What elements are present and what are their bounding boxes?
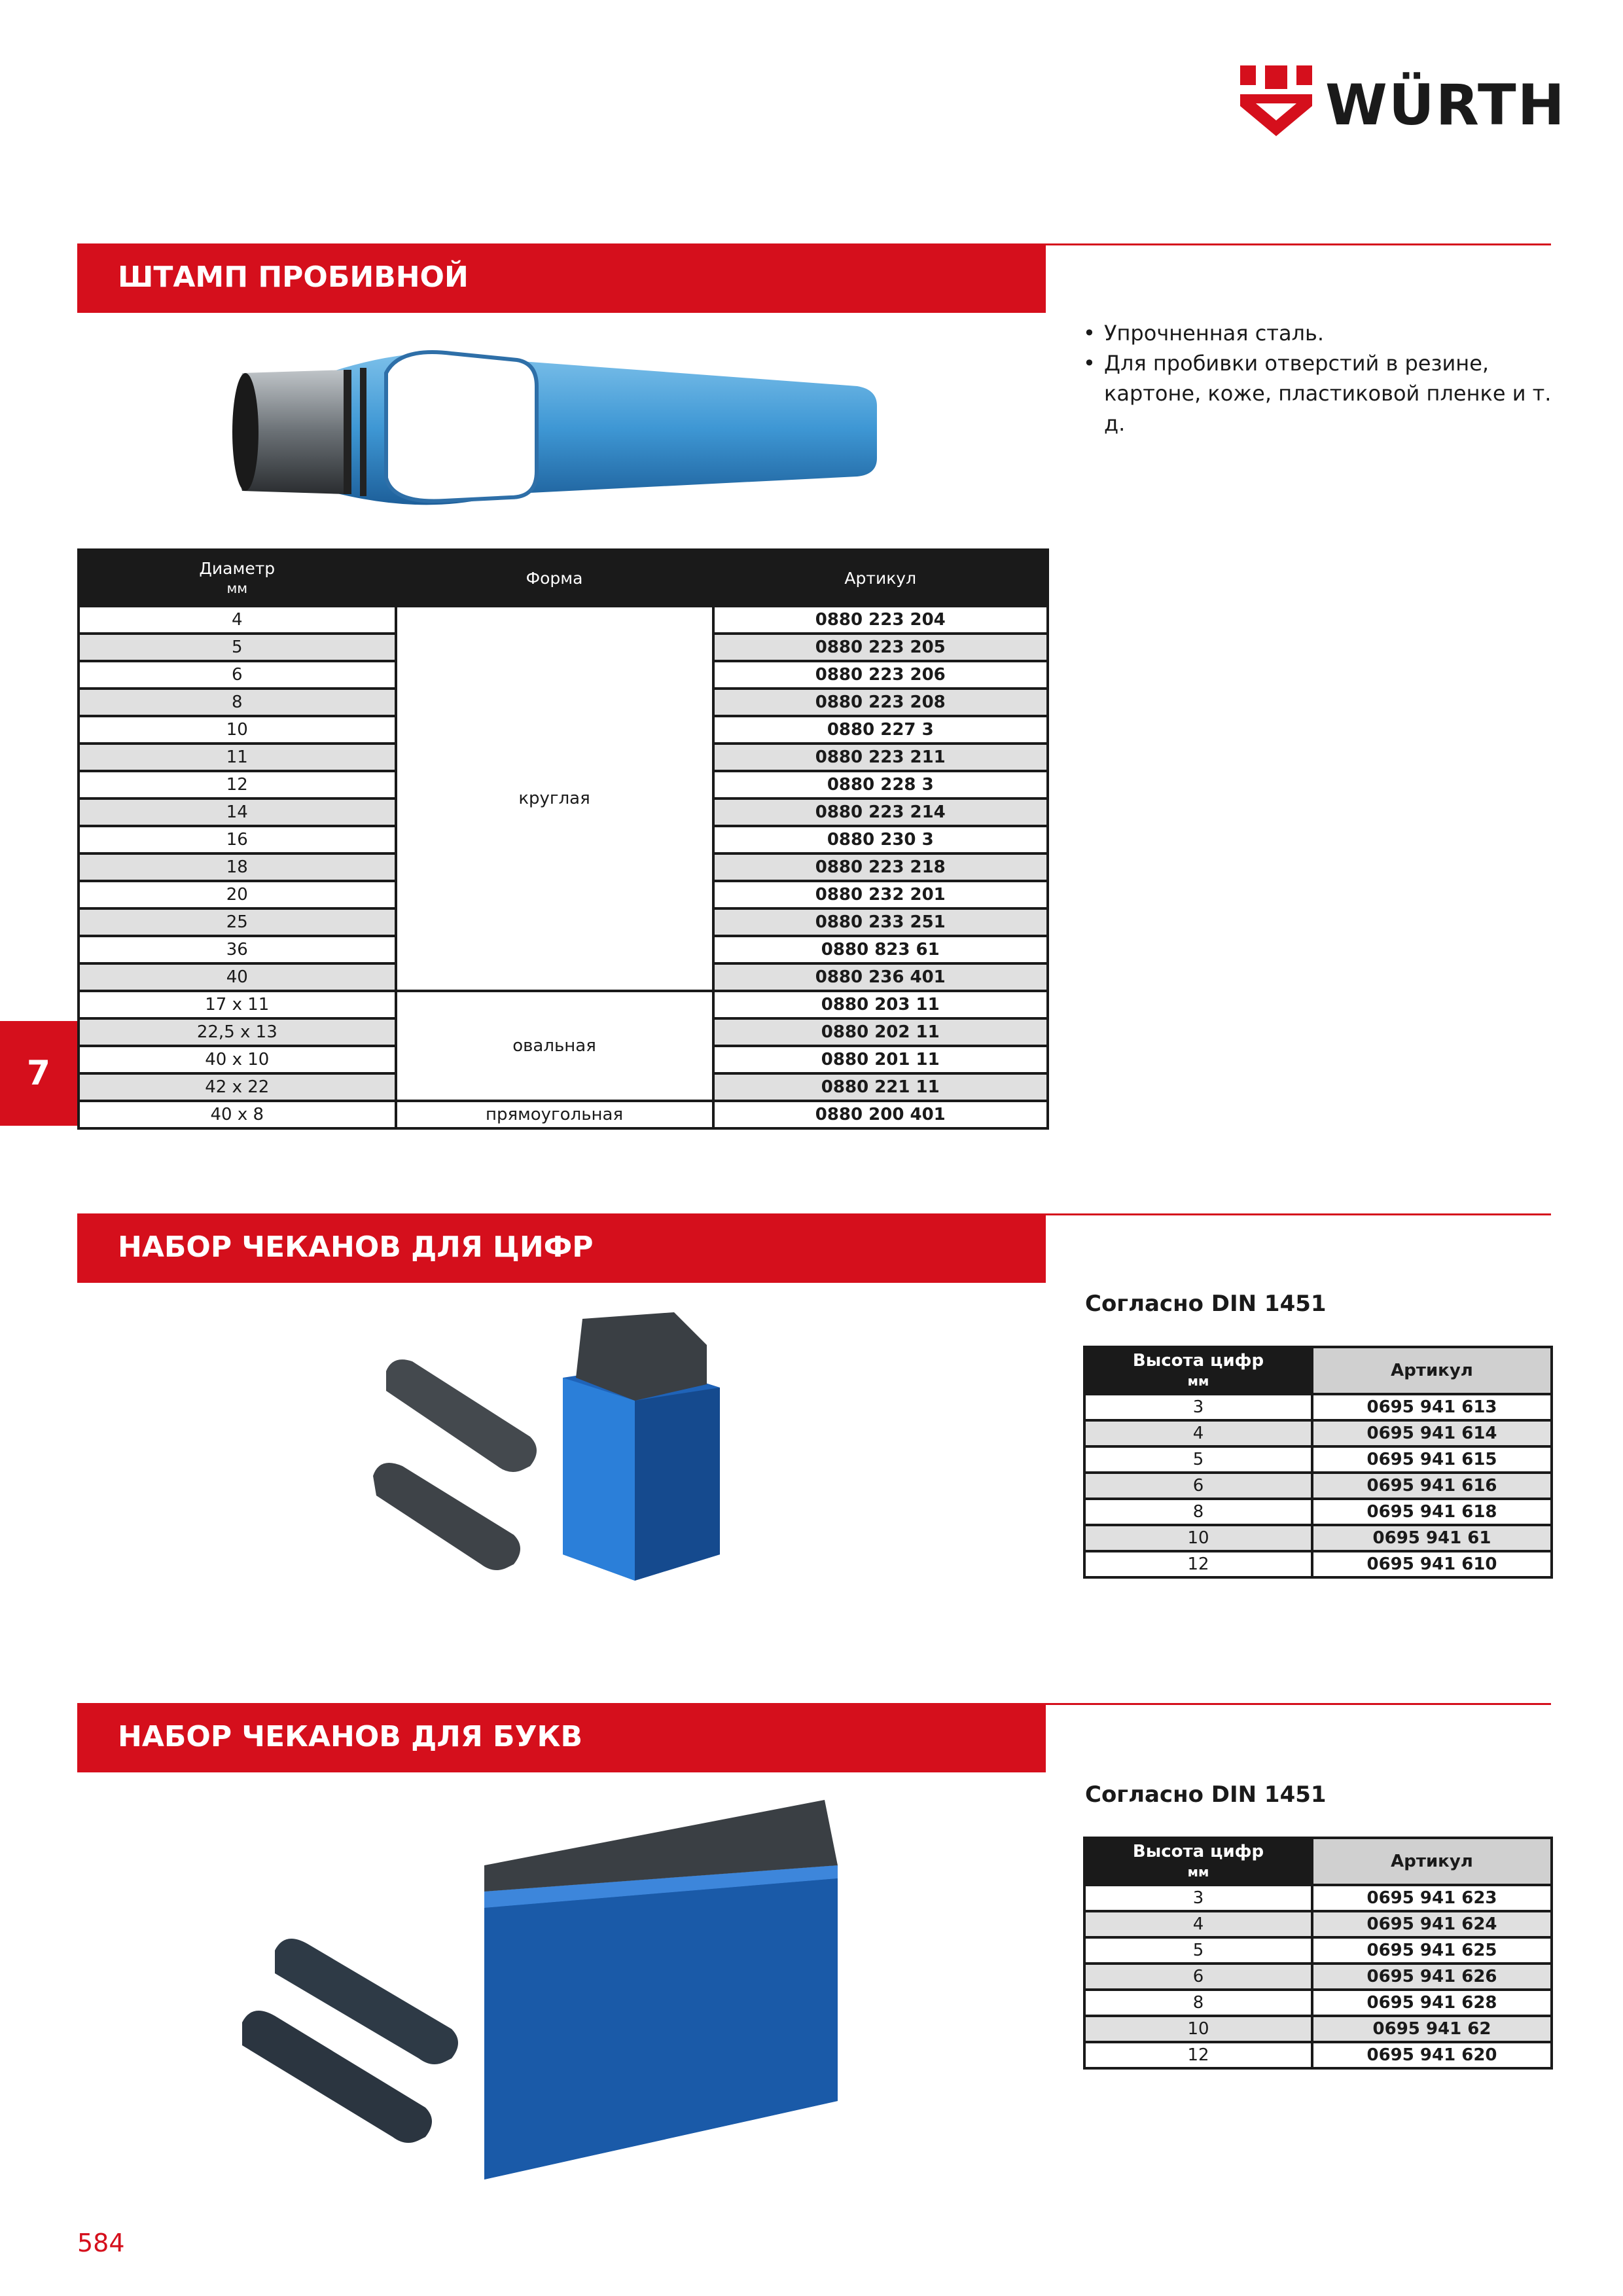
cell-height: 4 [1084, 1420, 1312, 1446]
cell-article: 0880 236 401 [713, 963, 1048, 991]
cell-article: 0880 230 3 [713, 826, 1048, 853]
cell-height: 3 [1084, 1885, 1312, 1911]
col-header-height: Высота цифр мм [1084, 1838, 1312, 1885]
cell-article: 0695 941 615 [1312, 1446, 1552, 1473]
page-number: 584 [77, 2229, 125, 2257]
col-header-article: Артикул [713, 550, 1048, 606]
cell-diameter: 36 [79, 936, 396, 963]
cell-diameter: 40 [79, 963, 396, 991]
section-divider [1046, 1213, 1551, 1215]
wurth-logo [1240, 65, 1566, 138]
col-header-article: Артикул [1312, 1347, 1552, 1394]
section-divider [1046, 243, 1551, 245]
col-header-form: Форма [396, 550, 713, 606]
section-title-bar [77, 1213, 1046, 1283]
cell-article: 0880 223 206 [713, 661, 1048, 689]
cell-article: 0695 941 624 [1312, 1911, 1552, 1937]
cell-diameter: 40 x 8 [79, 1101, 396, 1128]
cell-height: 12 [1084, 1551, 1312, 1577]
cell-diameter: 20 [79, 881, 396, 908]
cell-diameter: 11 [79, 744, 396, 771]
standard-note: Согласно DIN 1451 [1085, 1291, 1327, 1317]
letter-punch-set-image [236, 1787, 857, 2193]
cell-diameter: 10 [79, 716, 396, 744]
section-title: НАБОР ЧЕКАНОВ ДЛЯ ЦИФР [118, 1230, 594, 1264]
section-title: НАБОР ЧЕКАНОВ ДЛЯ БУКВ [118, 1720, 582, 1753]
cell-article: 0880 232 201 [713, 881, 1048, 908]
cell-diameter: 25 [79, 908, 396, 936]
section-title-bar [77, 1703, 1046, 1772]
cell-article: 0695 941 613 [1312, 1394, 1552, 1420]
cell-article: 0695 941 614 [1312, 1420, 1552, 1446]
cell-height: 4 [1084, 1911, 1312, 1937]
col-header-article: Артикул [1312, 1838, 1552, 1885]
chapter-tab: 7 [0, 1021, 77, 1126]
wurth-logo-icon [1240, 65, 1312, 137]
cell-article: 0880 223 214 [713, 798, 1048, 826]
cell-form: овальная [396, 991, 713, 1101]
hollow-punch-image [229, 334, 923, 530]
cell-article: 0880 203 11 [713, 991, 1048, 1018]
number-punch-table [1083, 1346, 1553, 1579]
cell-diameter: 18 [79, 853, 396, 881]
cell-article: 0880 201 11 [713, 1046, 1048, 1073]
cell-article: 0695 941 618 [1312, 1499, 1552, 1525]
cell-height: 5 [1084, 1446, 1312, 1473]
feature-list [1083, 318, 1561, 439]
cell-form: круглая [396, 606, 713, 991]
cell-diameter: 14 [79, 798, 396, 826]
standard-note: Согласно DIN 1451 [1085, 1782, 1327, 1808]
cell-article: 0880 223 218 [713, 853, 1048, 881]
cell-height: 8 [1084, 1499, 1312, 1525]
feature-item: • Упрочненная сталь. [1083, 318, 1561, 348]
section-divider [1046, 1703, 1551, 1705]
cell-article: 0695 941 625 [1312, 1937, 1552, 1964]
cell-height: 12 [1084, 2042, 1312, 2068]
cell-diameter: 16 [79, 826, 396, 853]
cell-height: 10 [1084, 1525, 1312, 1551]
cell-height: 10 [1084, 2016, 1312, 2042]
cell-article: 0880 823 61 [713, 936, 1048, 963]
cell-diameter: 22,5 x 13 [79, 1018, 396, 1046]
cell-article: 0880 223 211 [713, 744, 1048, 771]
cell-article: 0695 941 61 [1312, 1525, 1552, 1551]
cell-article: 0695 941 616 [1312, 1473, 1552, 1499]
cell-article: 0695 941 610 [1312, 1551, 1552, 1577]
brand-name: WÜRTH [1325, 73, 1566, 138]
cell-article: 0880 233 251 [713, 908, 1048, 936]
cell-article: 0880 227 3 [713, 716, 1048, 744]
cell-diameter: 6 [79, 661, 396, 689]
cell-article: 0880 223 208 [713, 689, 1048, 716]
cell-diameter: 5 [79, 634, 396, 661]
cell-diameter: 42 x 22 [79, 1073, 396, 1101]
cell-article: 0695 941 628 [1312, 1990, 1552, 2016]
cell-height: 5 [1084, 1937, 1312, 1964]
cell-article: 0880 223 204 [713, 606, 1048, 634]
cell-article: 0695 941 62 [1312, 2016, 1552, 2042]
cell-article: 0695 941 623 [1312, 1885, 1552, 1911]
cell-height: 6 [1084, 1473, 1312, 1499]
section-title-bar [77, 243, 1046, 313]
cell-height: 6 [1084, 1964, 1312, 1990]
cell-article: 0880 223 205 [713, 634, 1048, 661]
cell-height: 3 [1084, 1394, 1312, 1420]
cell-article: 0695 941 626 [1312, 1964, 1552, 1990]
feature-item: • Для пробивки отверстий в резине, картоне, коже, пластиковой пленке и т. д. [1083, 348, 1561, 439]
cell-diameter: 4 [79, 606, 396, 634]
cell-diameter: 8 [79, 689, 396, 716]
cell-article: 0880 200 401 [713, 1101, 1048, 1128]
cell-height: 8 [1084, 1990, 1312, 2016]
cell-article: 0695 941 620 [1312, 2042, 1552, 2068]
col-header-diameter: Диаметр мм [79, 550, 396, 606]
col-header-height: Высота цифр мм [1084, 1347, 1312, 1394]
cell-article: 0880 221 11 [713, 1073, 1048, 1101]
punch-table [77, 548, 1049, 1130]
cell-form: прямоугольная [396, 1101, 713, 1128]
cell-diameter: 17 x 11 [79, 991, 396, 1018]
cell-article: 0880 202 11 [713, 1018, 1048, 1046]
section-title: ШТАМП ПРОБИВНОЙ [118, 260, 469, 294]
letter-punch-table [1083, 1837, 1553, 2070]
cell-article: 0880 228 3 [713, 771, 1048, 798]
number-punch-set-image [366, 1293, 733, 1594]
cell-diameter: 12 [79, 771, 396, 798]
cell-diameter: 40 x 10 [79, 1046, 396, 1073]
